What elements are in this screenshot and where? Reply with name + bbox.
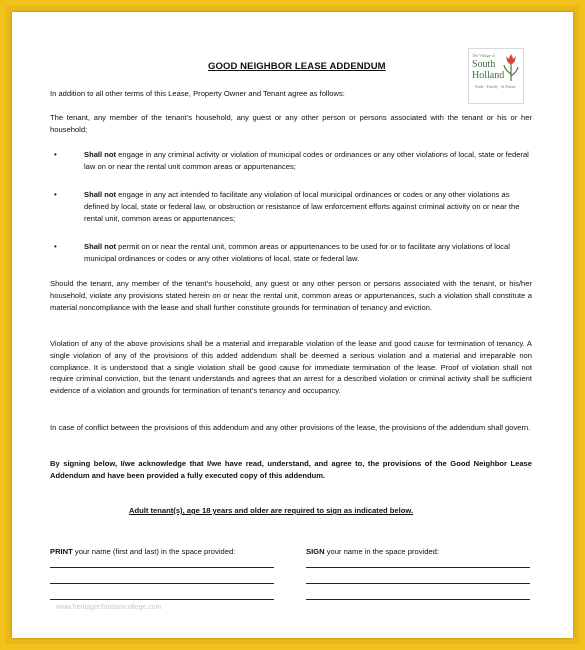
logo-line-1: South [472, 59, 496, 70]
print-name-line[interactable] [50, 567, 274, 568]
bullet-item: • Shall not engage in any act intended to facilitate any violation of local municipal ordinances or codes or any other violations as defined by local, state or federal law, or obstruction or resistance of law enforcement efforts against criminal activity on or near the rental unit, common areas or appurtenances; [54, 190, 520, 223]
print-name-label: PRINT your name (first and last) in the space provided: [50, 547, 236, 556]
termination-paragraph: Violation of any of the above provisions shall be a material and irreparable violation of the lease and good cause for termination of tenancy. A single violation of any of the provisions of this added addendum shall be deemed a serious violation and a material and irreparable non compliance. It is understood that a single violation shall be good cause for immediate termination of the lease. Proof of violation shall not require criminal conviction, but the tenant understands and agrees that an arrest for a described violation or criminal activity shall be sufficient evidence of a violation and grounds for termination of tenant’s tenancy and occupancy. [50, 339, 532, 396]
signature-line[interactable] [306, 599, 530, 600]
bullet-item: • Shall not permit on or near the rental unit, common areas or appurtenances to be used for or to facilitate any violations of local municipal ordinances or codes or any other violations of local, state or federal law. [54, 242, 510, 263]
tenant-paragraph: The tenant, any member of the tenant’s household, any guest or any other person or persons associated with the tenant or his or her household; [50, 113, 532, 134]
document-page [12, 12, 573, 638]
watermark: www.heritagechristiancollege.com [56, 604, 162, 611]
intro-paragraph: In addition to all other terms of this Lease, Property Owner and Tenant agree as follows: [50, 89, 345, 98]
bullet-item: • Shall not engage in any criminal activity or violation of municipal codes or ordinances or any other violations of local, state or federal law on or near the rental unit common areas or appurtenances; [54, 150, 529, 171]
adult-tenants-notice: Adult tenant(s), age 18 years and older are required to sign as indicated below. [129, 506, 414, 515]
signature-line[interactable] [306, 567, 530, 568]
logo-bottom-text: Faith · Family · & Future [475, 84, 516, 89]
print-name-line[interactable] [50, 599, 274, 600]
violation-paragraph: Should the tenant, any member of the tenant’s household, any guest or any other person or persons associated with the tenant, or his/her household, violate any provisions stated herein on or near the rental unit, common areas or appurtenances, such a violation shall constitute a material noncompliance with the lease and shall further constitute grounds for termination of tenancy and eviction. [50, 279, 532, 312]
sign-name-label: SIGN your name in the space provided: [306, 547, 439, 556]
print-name-line[interactable] [50, 583, 274, 584]
conflict-paragraph: In case of conflict between the provisions of this addendum and any other provisions of the lease, the provisions of the addendum shall govern. [50, 423, 531, 432]
tulip-icon [502, 52, 520, 82]
bullet-icon: • [54, 150, 57, 159]
logo-top-text: The Village of [472, 53, 496, 58]
signature-line[interactable] [306, 583, 530, 584]
logo-line-2: Holland [472, 70, 505, 81]
acknowledgement-paragraph: By signing below, I/we acknowledge that I/we have read, understand, and agree to, the provisions of the Good Neighbor Lease Addendum and have been provided a fully executed copy of this addendum. [50, 459, 532, 480]
page-title: GOOD NEIGHBOR LEASE ADDENDUM [208, 61, 386, 72]
bullet-icon: • [54, 190, 57, 199]
bullet-icon: • [54, 242, 57, 251]
